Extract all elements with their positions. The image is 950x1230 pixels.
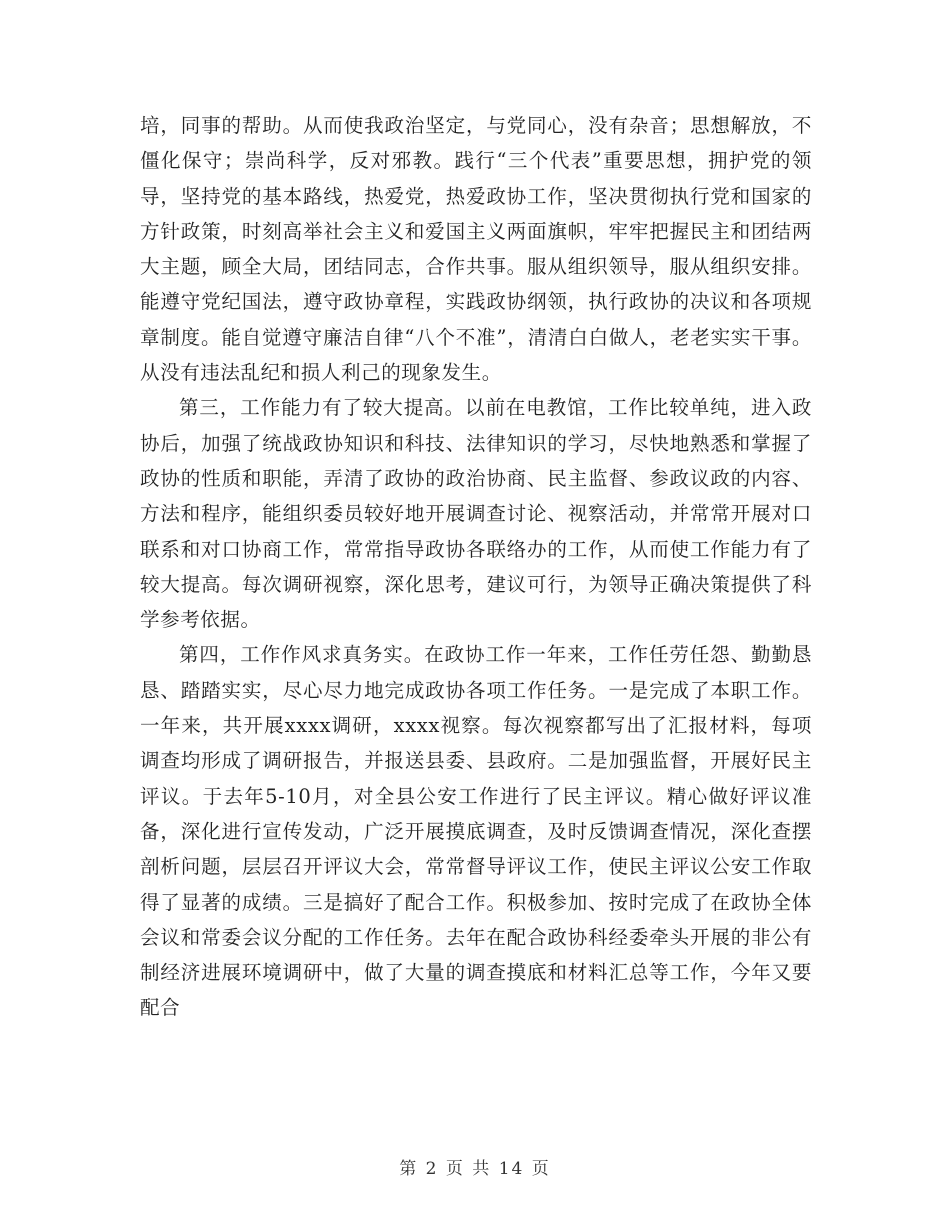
body-text (140, 108, 812, 1026)
page-number-footer: 第 2 页 共 14 页 (399, 1159, 551, 1179)
paragraph-third-point: 第三，工作能力有了较大提高。以前在电教馆，工作比较单纯，进入政协后，加强了统战政协知识和科技、法律知识的学习，尽快地熟悉和掌握了政协的性质和职能，弄清了政协的政治协商、民主监督、参政议政的内容、方法和程序，能组织委员较好地开展调查讨论、视察活动，并常常开展对口联系和对口协商工作，常常指导政协各联络办的工作，从而使工作能力有了较大提高。每次调研视察，深化思考，建议可行，为领导正确决策提供了科学参考依据。 (140, 396, 812, 632)
paragraph-fourth-point: 第四，工作作风求真务实。在政协工作一年来，工作任劳任怨、勤勤恳恳、踏踏实实，尽心尽力地完成政协各项工作任务。一是完成了本职工作。一年来，共开展xxxx调研，xxxx视察。每次视察都写出了汇报材料，每项调查均形成了调研报告，并报送县委、县政府。二是加强监督，开展好民主评议。于去年5-10月，对全县公安工作进行了民主评议。精心做好评议准备，深化进行宣传发动，广泛开展摸底调查，及时反馈调查情况，深化查摆剖析问题，层层召开评议大会，常常督导评议工作，使民主评议公安工作取得了显著的成绩。三是搞好了配合工作。积极参加、按时完成了在政协全体会议和常委会议分配的工作任务。去年在配合政协科经委牵头开展的非公有制经济进展环境调研中，做了大量的调查摸底和材料汇总等工作，今年又要配合 (140, 643, 812, 1020)
paragraph-continuation: 培，同事的帮助。从而使我政治坚定，与党同心，没有杂音；思想解放，不僵化保守；崇尚科学，反对邪教。践行“三个代表”重要思想，拥护党的领导，坚持党的基本路线，热爱党，热爱政协工作，坚决贯彻执行党和国家的方针政策，时刻高举社会主义和爱国主义两面旗帜，牢牢把握民主和团结两大主题，顾全大局，团结同志，合作共事。服从组织领导，服从组织安排。能遵守党纪国法，遵守政协章程，实践政协纲领，执行政协的决议和各项规章制度。能自觉遵守廉洁自律“八个不准”，清清白白做人，老老实实干事。从没有违法乱纪和损人利己的现象发生。 (140, 114, 812, 385)
